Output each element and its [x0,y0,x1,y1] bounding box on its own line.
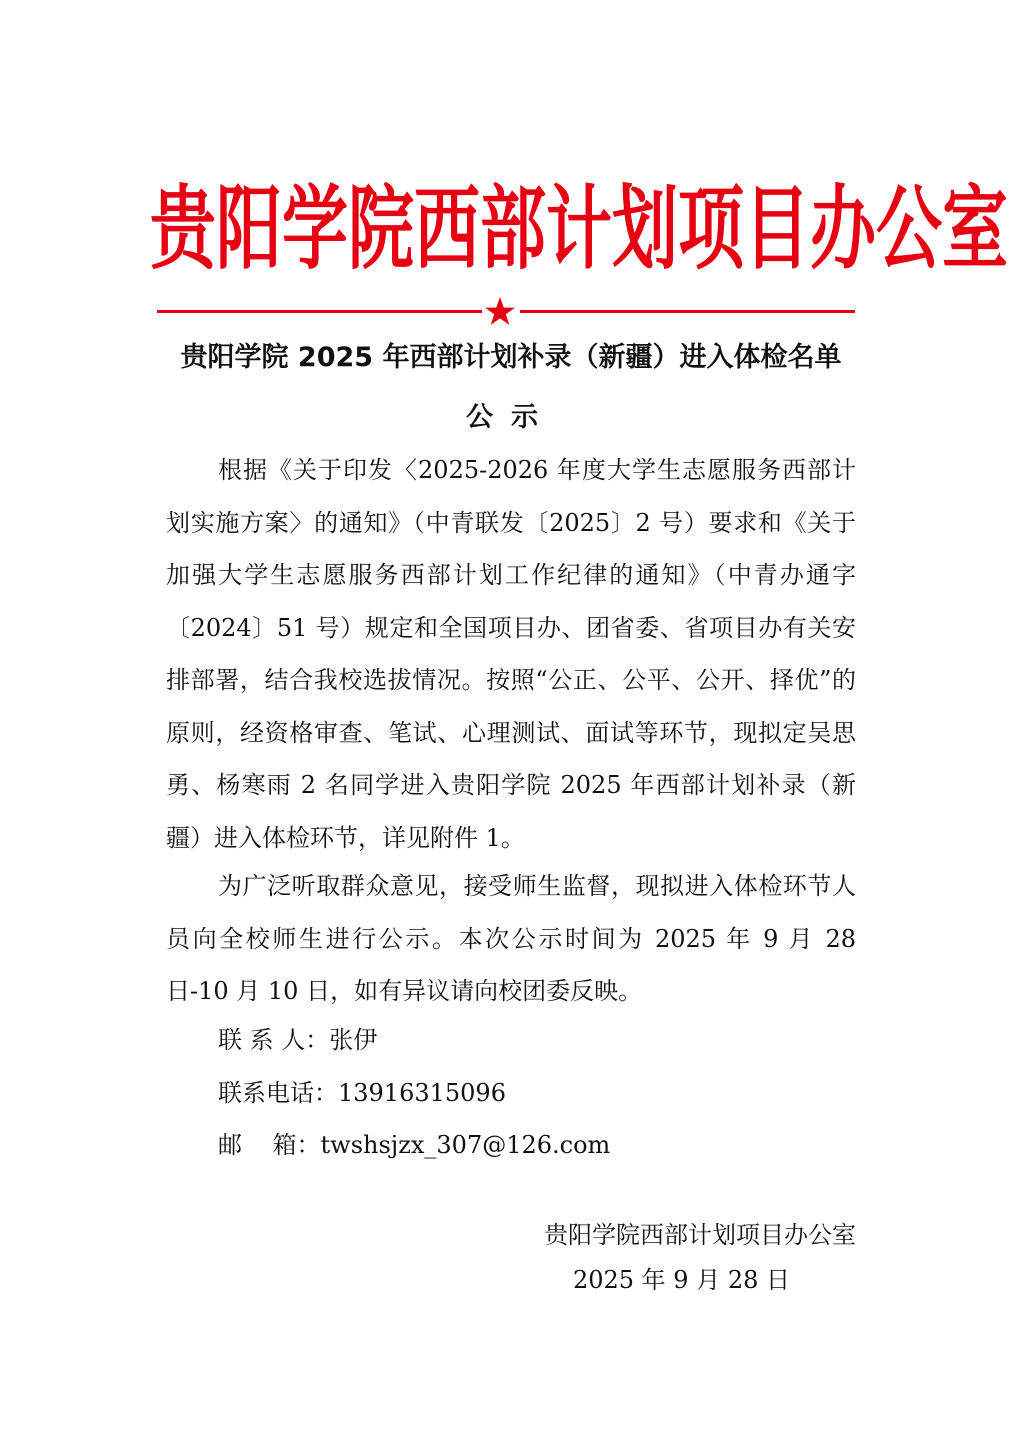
signature-date: 2025 年 9 月 28 日 [572,1266,790,1294]
masthead [150,126,1008,316]
contact-email: 邮 箱：twshsjzx_307@126.com [218,1131,611,1159]
masthead-divider-right [520,310,855,313]
document-subtitle: 公示 [466,402,556,433]
star-icon [484,296,516,328]
contact-person: 联 系 人：张伊 [218,1026,378,1054]
document-title: 贵阳学院 2025 年西部计划补录（新疆）进入体检名单 [180,342,842,373]
body-paragraph-2: 为广泛听取群众意见，接受师生监督，现拟进入体检环节人员向全校师生进行公示。本次公示时间为 2025 年 9 月 28 日-10 月 10 日，如有异议请向校团委反映。 [166,872,856,1005]
masthead-organization-title: 贵阳学院西部计划项目办公室 [150,175,1008,282]
masthead-divider-left [157,310,482,313]
body-paragraph-1: 根据《关于印发〈2025-2026 年度大学生志愿服务西部计划实施方案〉的通知》（中青联发〔2025〕2 号）要求和《关于加强大学生志愿服务西部计划工作纪律的通知》（中青办通字〔2024〕51 号）规定和全国项目办、团省委、省项目办有关安排部署，结合我校选拔情况。按照“公正、公平、公开、择优”的原则，经资格审查、笔试、心理测试、面试等环节，现拟定吴思勇、杨寒雨 2 名同学进入贵阳学院 2025 年西部计划补录（新疆）进入体检环节，详见附件 1。 [166,456,856,852]
signature-organization: 贵阳学院西部计划项目办公室 [544,1221,856,1249]
contact-phone: 联系电话：13916315096 [218,1079,506,1107]
